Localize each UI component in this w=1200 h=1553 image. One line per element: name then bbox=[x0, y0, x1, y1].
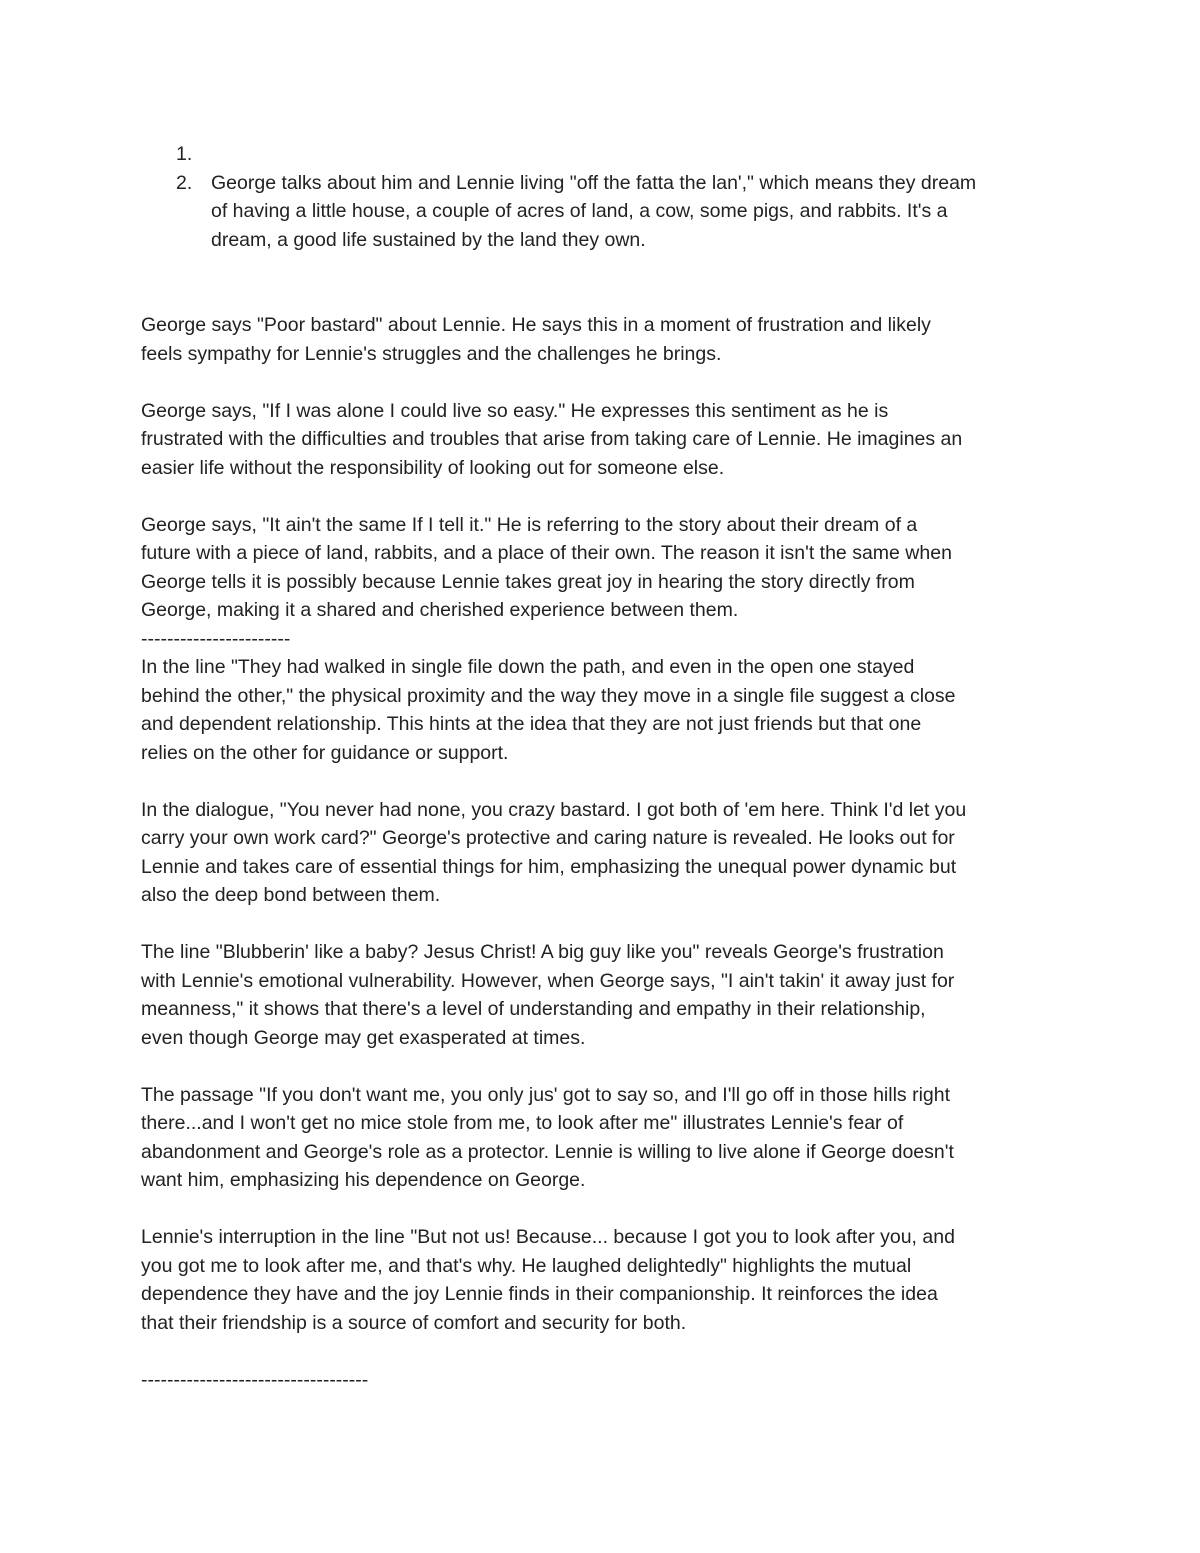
paragraph-line: even though George may get exasperated at times. bbox=[141, 1026, 586, 1049]
paragraph bbox=[141, 511, 1081, 625]
paragraph-line: Lennie and takes care of essential things for him, emphasizing the unequal power dynamic but bbox=[141, 855, 957, 878]
paragraph-line: future with a piece of land, rabbits, and a place of their own. The reason it isn't the same when bbox=[141, 542, 952, 564]
paragraph-line: carry your own work card?" George's protective and caring nature is revealed. He looks out for bbox=[141, 827, 955, 849]
paragraph-line: you got me to look after me, and that's why. He laughed delightedly" highlights the mutual bbox=[141, 1254, 912, 1277]
paragraph-line: Lennie's interruption in the line "But not us! Because... because I got you to look after you, and bbox=[141, 1226, 955, 1248]
paragraph-line: abandonment and George's role as a protector. Lennie is willing to live alone if George doesn't bbox=[141, 1140, 954, 1163]
dashed-divider: ----------------------- bbox=[141, 627, 291, 650]
list-item-line bbox=[141, 169, 1081, 198]
blank-line bbox=[141, 283, 1081, 312]
paragraph bbox=[141, 938, 1081, 1052]
list-number: 1. bbox=[176, 143, 193, 165]
blank-line bbox=[141, 1052, 1081, 1081]
dashed-divider: ----------------------------------- bbox=[141, 1368, 369, 1391]
paragraph-line: and dependent relationship. This hints at the idea that they are not just friends but that one bbox=[141, 713, 922, 735]
paragraph-line: that their friendship is a source of comfort and security for both. bbox=[141, 1311, 687, 1334]
paragraph-line: George says "Poor bastard" about Lennie. He says this in a moment of frustration and likely bbox=[141, 314, 931, 336]
paragraph-line: In the line "They had walked in single file down the path, and even in the open one stayed bbox=[141, 656, 915, 678]
list-item-line bbox=[141, 140, 1081, 169]
paragraph-line: George, making it a shared and cherished experience between them. bbox=[141, 599, 739, 621]
paragraph-line: The passage "If you don't want me, you only jus' got to say so, and I'll go off in those hills right bbox=[141, 1083, 951, 1106]
blank-line bbox=[141, 1337, 1081, 1366]
document-body bbox=[141, 140, 1081, 1394]
paragraph-line: George tells it is possibly because Lennie takes great joy in hearing the story directly from bbox=[141, 570, 915, 593]
paragraph-line: George says, "It ain't the same If I tell it." He is referring to the story about their dream of a bbox=[141, 513, 918, 536]
blank-line bbox=[141, 368, 1081, 397]
paragraph-line: easier life without the responsibility of looking out for someone else. bbox=[141, 456, 725, 479]
blank-line bbox=[141, 910, 1081, 939]
paragraph bbox=[141, 311, 1081, 368]
blank-line bbox=[141, 254, 1081, 283]
blank-line bbox=[141, 482, 1081, 511]
paragraph bbox=[141, 1223, 1081, 1337]
paragraph-line: feels sympathy for Lennie's struggles and the challenges he brings. bbox=[141, 342, 722, 365]
list-item bbox=[141, 140, 1081, 169]
list-item-text: George talks about him and Lennie living "off the fatta the lan'," which means they dream bbox=[211, 171, 977, 194]
paragraph-line: The line "Blubberin' like a baby? Jesus Christ! A big guy like you" reveals George's frustration bbox=[141, 941, 944, 963]
paragraph-line: meanness," it shows that there's a level of understanding and empathy in their relationship, bbox=[141, 998, 926, 1020]
paragraph-line: relies on the other for guidance or support. bbox=[141, 741, 509, 764]
paragraph-line: with Lennie's emotional vulnerability. However, when George says, "I ain't takin' it away just for bbox=[141, 969, 955, 992]
paragraph-line: dependence they have and the joy Lennie finds in their companionship. It reinforces the idea bbox=[141, 1283, 938, 1305]
blank-line bbox=[141, 1195, 1081, 1224]
paragraph-line: George says, "If I was alone I could live so easy." He expresses this sentiment as he is bbox=[141, 399, 889, 422]
paragraph-line: there...and I won't get no mice stole from me, to look after me" illustrates Lennie's fear of bbox=[141, 1112, 904, 1134]
paragraph-line: behind the other," the physical proximity and the way they move in a single file suggest a close bbox=[141, 684, 956, 707]
paragraph bbox=[141, 653, 1081, 767]
paragraph bbox=[141, 397, 1081, 483]
paragraph-line: also the deep bond between them. bbox=[141, 884, 441, 906]
list-item-line: dream, a good life sustained by the land they own. bbox=[211, 228, 646, 251]
blank-line bbox=[141, 767, 1081, 796]
paragraph bbox=[141, 796, 1081, 910]
list-number: 2. bbox=[176, 171, 193, 194]
list-item-line: of having a little house, a couple of acres of land, a cow, some pigs, and rabbits. It's a bbox=[211, 200, 948, 222]
numbered-list bbox=[141, 140, 1081, 254]
paragraph-line: frustrated with the difficulties and troubles that arise from taking care of Lennie. He imagines an bbox=[141, 428, 963, 450]
paragraph-line: In the dialogue, "You never had none, you crazy bastard. I got both of 'em here. Think I'd let you bbox=[141, 798, 967, 821]
paragraph bbox=[141, 1081, 1081, 1195]
list-item bbox=[141, 169, 1081, 255]
paragraph-line: want him, emphasizing his dependence on George. bbox=[141, 1169, 586, 1191]
